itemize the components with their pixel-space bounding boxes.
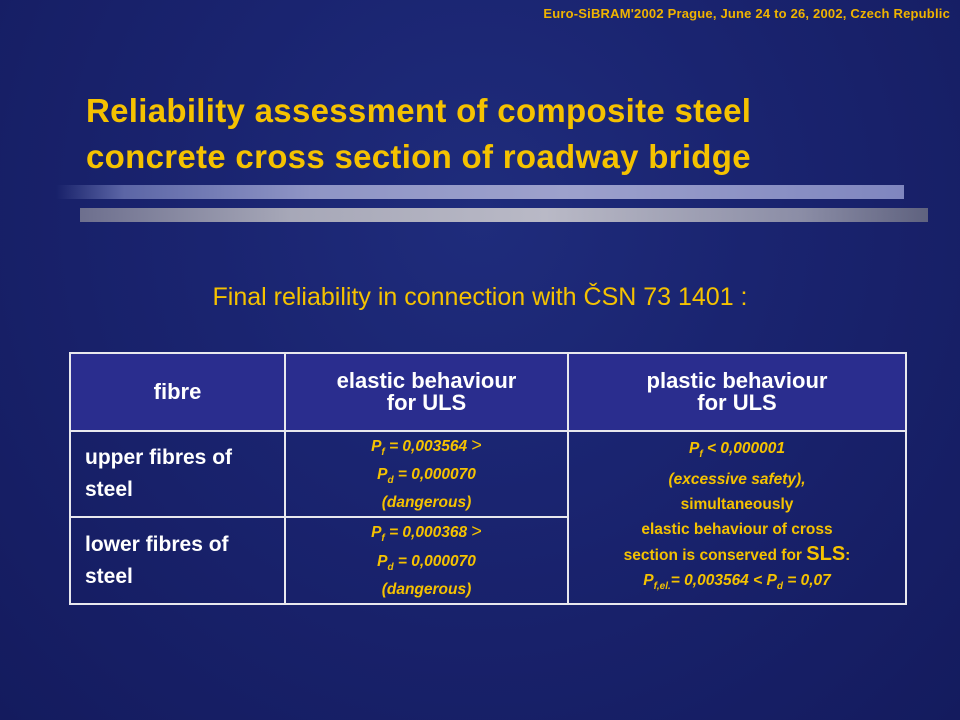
reliability-table bbox=[69, 352, 907, 605]
plastic-cell bbox=[568, 431, 906, 604]
fibre-upper-line2: steel bbox=[85, 478, 133, 501]
pf-line-lower bbox=[286, 520, 567, 550]
plastic-line5-a: section is conserved for bbox=[623, 547, 802, 564]
plastic-line2: (excessive safety), bbox=[668, 471, 806, 488]
plastic-pf-line bbox=[569, 436, 905, 467]
plastic-line3: simultaneously bbox=[680, 496, 794, 513]
plastic-line6-a: = 0,003564 < P bbox=[670, 572, 777, 589]
plastic-line4: elastic behaviour of cross bbox=[641, 521, 833, 538]
p-symbol: P bbox=[377, 552, 388, 570]
pd-value-upper: = 0,000070 bbox=[397, 466, 476, 483]
plastic-line5 bbox=[569, 542, 905, 568]
d-subscript: d bbox=[387, 475, 394, 487]
greater-than-op: > bbox=[471, 521, 482, 542]
header-plastic-line1: plastic behaviour bbox=[646, 368, 828, 393]
table-header-row bbox=[70, 353, 906, 431]
pd-line-upper bbox=[286, 464, 567, 492]
fibre-cell-upper bbox=[70, 431, 285, 517]
note-upper: (dangerous) bbox=[381, 494, 472, 512]
title-line-1: Reliability assessment of composite steel bbox=[86, 92, 752, 129]
plastic-pf-value: < 0,000001 bbox=[706, 439, 785, 457]
elastic-cell-lower bbox=[285, 517, 568, 604]
p-symbol: P bbox=[688, 439, 700, 457]
fel-subscript: f,el. bbox=[653, 581, 671, 593]
f-subscript: f bbox=[381, 533, 385, 545]
pd-line-lower bbox=[286, 551, 567, 579]
header-fibre: fibre bbox=[70, 353, 285, 431]
greater-than-op: > bbox=[471, 434, 482, 455]
plastic-sls: SLS bbox=[806, 543, 846, 565]
p-symbol: P bbox=[371, 524, 382, 542]
pf-line-upper bbox=[286, 434, 567, 464]
header-plastic-line2: for ULS bbox=[697, 390, 777, 415]
elastic-cell-upper bbox=[285, 431, 568, 517]
decorative-bar-lower bbox=[80, 208, 928, 222]
d-subscript: d bbox=[776, 581, 783, 593]
fibre-upper-line1: upper fibres of bbox=[85, 446, 233, 469]
pf-value-lower: = 0,000368 bbox=[389, 524, 468, 542]
fibre-lower-line2: steel bbox=[85, 564, 133, 588]
conference-header: Euro-SiBRAM'2002 Prague, June 24 to 26, 2002, Czech Republic bbox=[543, 6, 950, 21]
plastic-line6 bbox=[569, 568, 905, 599]
note-lower: (dangerous) bbox=[381, 580, 472, 598]
pf-value-upper: = 0,003564 bbox=[389, 437, 468, 455]
pd-value-lower: = 0,000070 bbox=[397, 552, 476, 570]
f-subscript: f bbox=[381, 447, 385, 458]
plastic-line6-b: = 0,07 bbox=[787, 572, 831, 589]
d-subscript: d bbox=[387, 561, 394, 573]
fibre-lower-line1: lower fibres of bbox=[85, 532, 229, 556]
header-elastic bbox=[285, 353, 568, 431]
table-row bbox=[70, 431, 906, 517]
plastic-line5-c: : bbox=[845, 547, 851, 564]
header-elastic-line2: for ULS bbox=[386, 390, 467, 415]
f-subscript: f bbox=[699, 449, 703, 460]
header-elastic-line1: elastic behaviour bbox=[336, 368, 517, 393]
p-symbol: P bbox=[377, 466, 388, 483]
p-symbol: P bbox=[643, 572, 654, 589]
decorative-bar-upper bbox=[56, 185, 904, 199]
header-plastic bbox=[568, 353, 906, 431]
slide-title bbox=[86, 88, 916, 180]
p-symbol: P bbox=[371, 437, 382, 455]
slide-subtitle: Final reliability in connection with ČSN 73 1401 : bbox=[212, 283, 748, 311]
title-line-2: concrete cross section of roadway bridge bbox=[86, 138, 751, 175]
fibre-cell-lower bbox=[70, 517, 285, 604]
